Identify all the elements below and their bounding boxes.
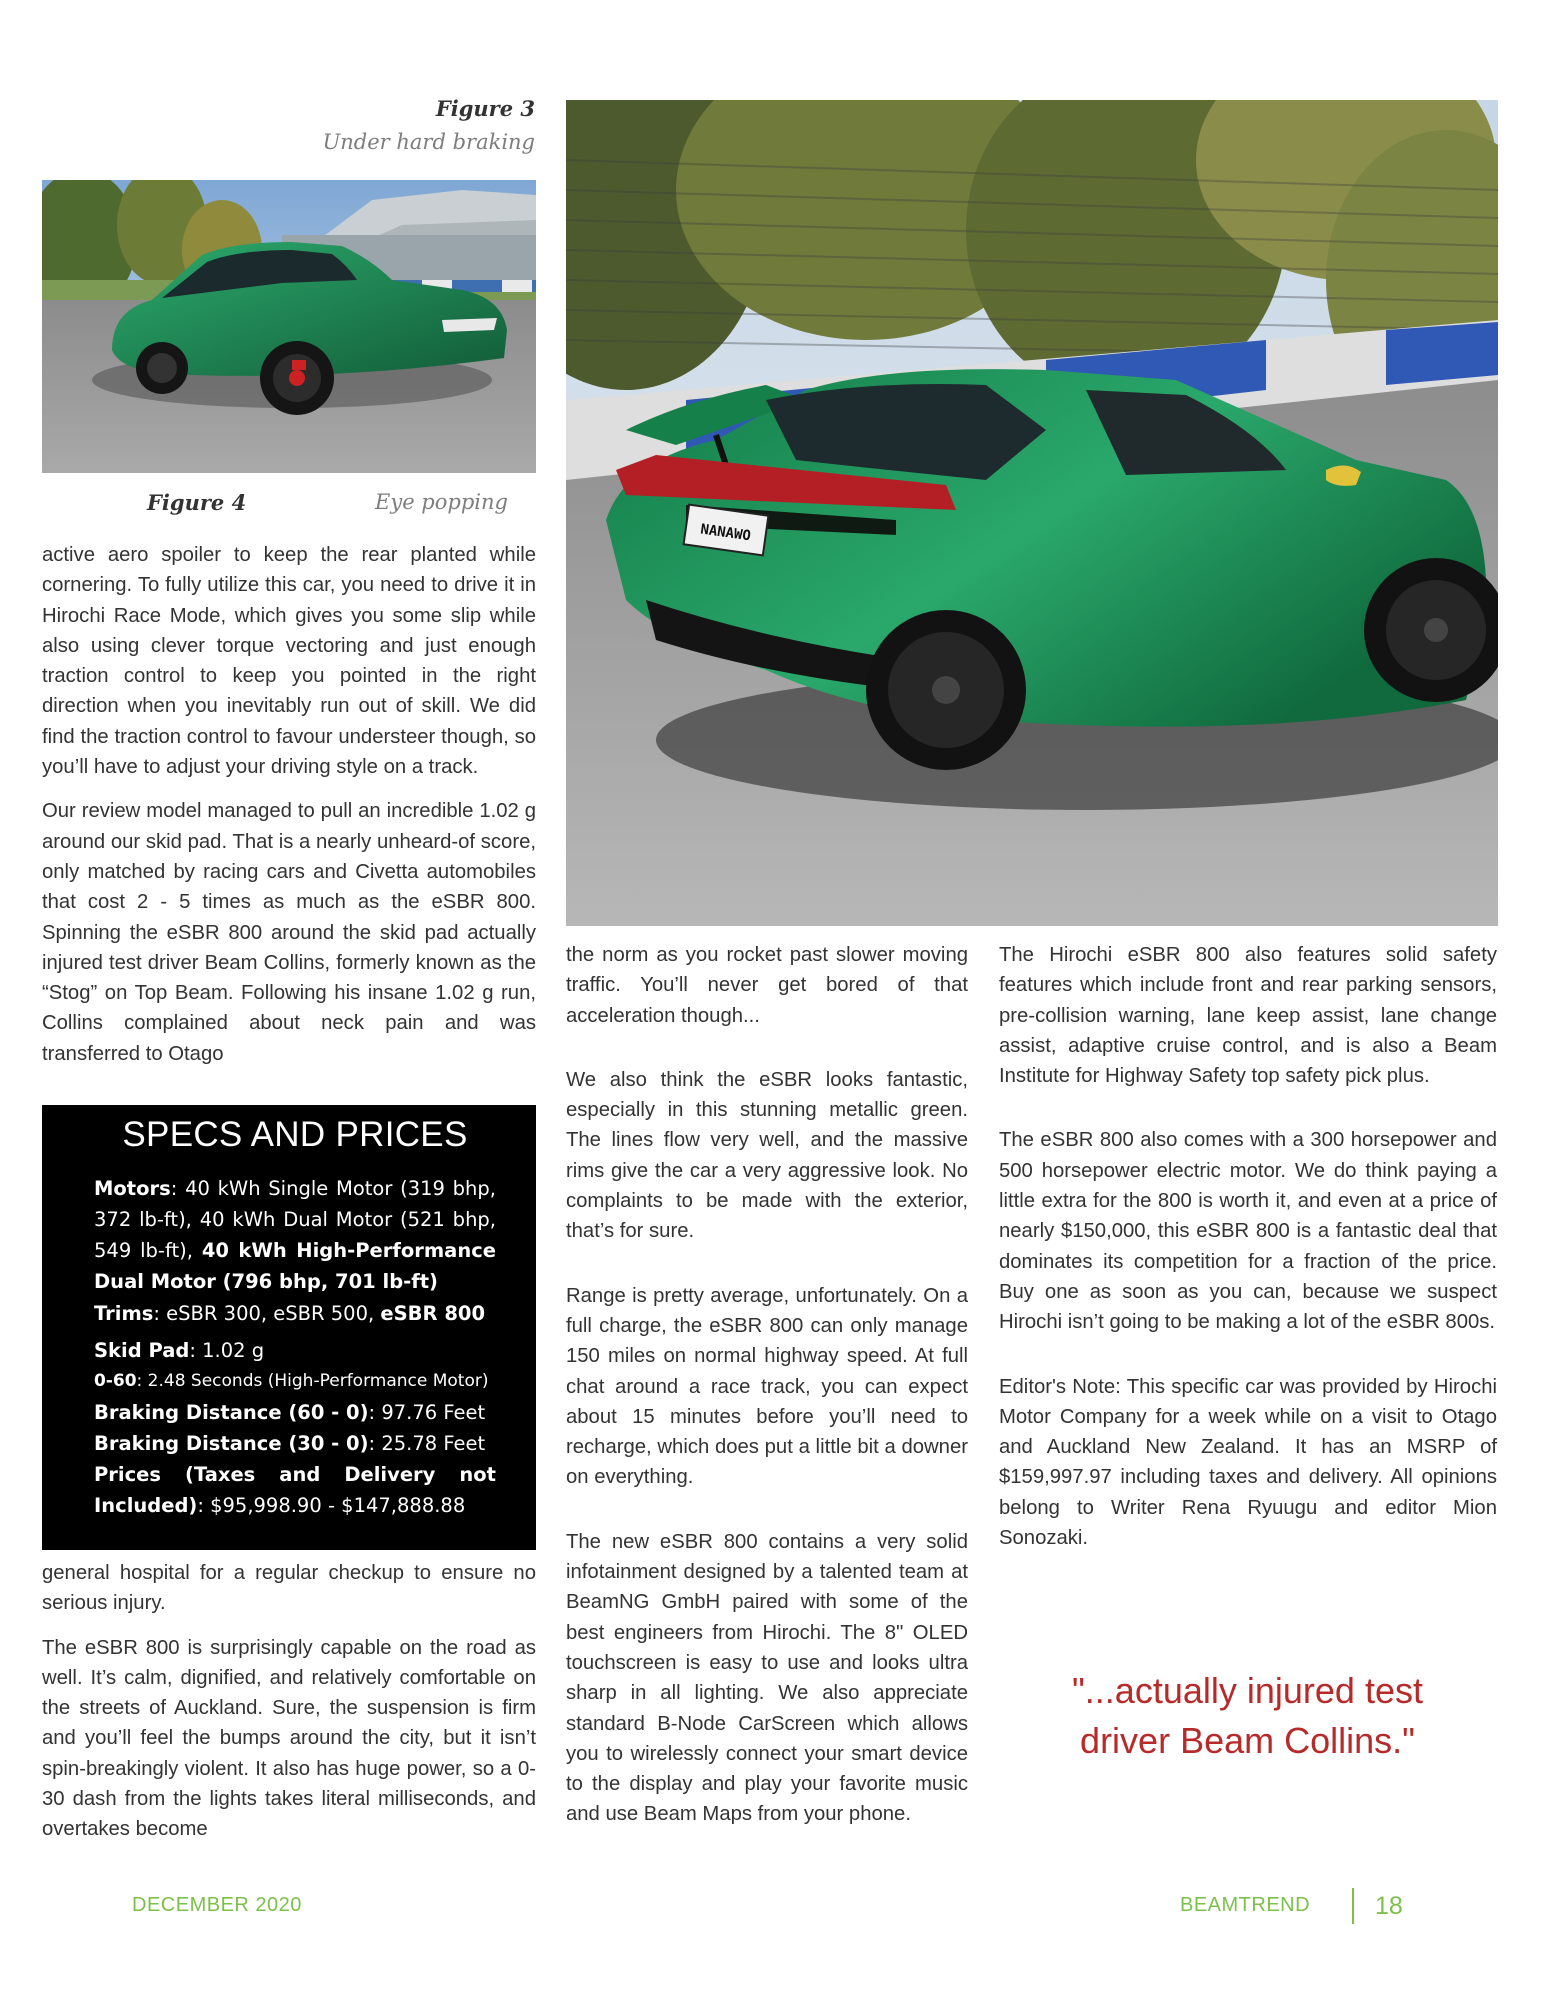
paragraph: Range is pretty average, unfortunately. On a full charge, the eSBR 800 can only manage 150 miles on normal highway speed. At full chat around a race track, you can expect about 15 minutes before you’ll need to recharge, which does put a little bit a downer on everything. (566, 1284, 968, 1489)
specs-braking-30: Braking Distance (30 - 0): 25.78 Feet (94, 1432, 486, 1455)
column-2 (566, 940, 968, 1830)
figure-4-photo (42, 180, 536, 473)
specs-box (42, 1105, 536, 1550)
specs-acceleration: 0-60: 2.48 Seconds (High-Performance Motor) (94, 1371, 489, 1391)
paragraph: The eSBR 800 is surprisingly capable on the road as well. It’s calm, dignified, and relatively comfortable on the streets of Auckland. Sure, the suspension is firm and you’ll feel the bumps around the city, but it isn’t spin-breakingly violent. It also has huge power, so a 0-30 dash from the lights takes literal milliseconds, and overtakes become (42, 1636, 536, 1841)
paragraph: The eSBR 800 also comes with a 300 horsepower and 500 horsepower electric motor. We do think paying a little extra for the 800 is worth it, and even at a price of nearly $150,000, this eSBR 800 is a fantastic deal that dominates its competition for a fraction of the price. Buy one as soon as you can, because we suspect Hirochi isn’t going to be making a lot of the eSBR 800s. (999, 1129, 1497, 1334)
specs-motors: Motors: 40 kWh Single Motor (319 bhp, 372 lb-ft), 40 kWh Dual Motor (521 bhp, 549 lb-ft), 40 kWh High-Performance Dual Motor (796 bhp, 701 lb-ft) (94, 1177, 496, 1293)
footer-divider (1352, 1888, 1354, 1924)
paragraph: The new eSBR 800 contains a very solid infotainment designed by a talented team at BeamNG GmbH paired with some of the best engineers from Hirochi. The 8" OLED touchscreen is easy to use and looks ultra sharp in all lighting. We also appreciate standard B-Node CarScreen which allows you to wirelessly connect your smart device to the display and play your favorite music and use Beam Maps from your phone. (566, 1530, 968, 1826)
figure-4-title: Figure 4 (147, 490, 247, 515)
footer-magazine: BEAMTREND (1180, 1894, 1311, 1916)
figure-4-caption: Eye popping (375, 490, 508, 514)
specs-prices: Prices (Taxes and Delivery not Included): $95,998.90 - $147,888.88 (94, 1463, 496, 1517)
specs-skid-pad: Skid Pad: 1.02 g (94, 1339, 265, 1362)
paragraph: Our review model managed to pull an incredible 1.02 g around our skid pad. That is a nearly unheard-of score, only matched by racing cars and Civetta automobiles that cost 2 - 5 times as much as the eSBR 800. Spinning the eSBR 800 around the skid pad actually injured test driver Beam Collins, formerly known as the “Stog” on Top Beam. Following his insane 1.02 g run, Collins complained about neck pain and was transferred to Otago (42, 800, 536, 1065)
column-1-lower (42, 1558, 536, 1845)
column-1-upper (42, 540, 536, 1069)
paragraph: active aero spoiler to keep the rear planted while cornering. To fully utilize this car, you need to drive it in Hirochi Race Mode, which gives you some slip while also using clever torque vectoring and just enough traction control to keep you pointed in the right direction when you inevitably run out of skill. We did find the traction control to favour understeer though, so you’ll have to adjust your driving style on a track. (42, 544, 536, 779)
license-plate-text: NANAWO (699, 521, 752, 545)
paragraph: The Hirochi eSBR 800 also features solid safety features which include front and rear parking sensors, pre-collision warning, lane keep assist, lane change assist, adaptive cruise control, and is also a Beam Institute for Highway Safety top safety pick plus. (999, 944, 1497, 1088)
figure-4-illustration (42, 180, 536, 473)
main-car-photo (566, 100, 1498, 926)
paragraph: Editor's Note: This specific car was provided by Hirochi Motor Company for a week while on a visit to Otago and Auckland New Zealand. It has an MSRP of $159,997.97 including taxes and delivery. All opinions belong to Writer Rena Ryuugu and editor Mion Sonozaki. (999, 1375, 1497, 1550)
paragraph: We also think the eSBR looks fantastic, especially in this stunning metallic green. The lines flow very well, and the massive rims give the car a very aggressive look. No complaints to be made with the exterior, that’s for sure. (566, 1068, 968, 1243)
page-number: 18 (1375, 1892, 1403, 1920)
paragraph: general hospital for a regular checkup to ensure no serious injury. (42, 1562, 536, 1615)
specs-braking-60: Braking Distance (60 - 0): 97.76 Feet (94, 1401, 486, 1424)
specs-title: SPECS AND PRICES (122, 1115, 468, 1154)
main-car-illustration (566, 100, 1498, 926)
figure-3-caption: Under hard braking (322, 130, 535, 154)
specs-trims: Trims: eSBR 300, eSBR 500, eSBR 800 (94, 1302, 486, 1325)
footer-date: DECEMBER 2020 (132, 1894, 302, 1916)
figure-3-title: Figure 3 (435, 96, 535, 121)
column-3 (999, 940, 1497, 1553)
pull-quote: "...actually injured test driver Beam Collins." (1072, 1670, 1423, 1761)
paragraph: the norm as you rocket past slower moving traffic. You’ll never get bored of that acceleration though... (566, 944, 968, 1027)
